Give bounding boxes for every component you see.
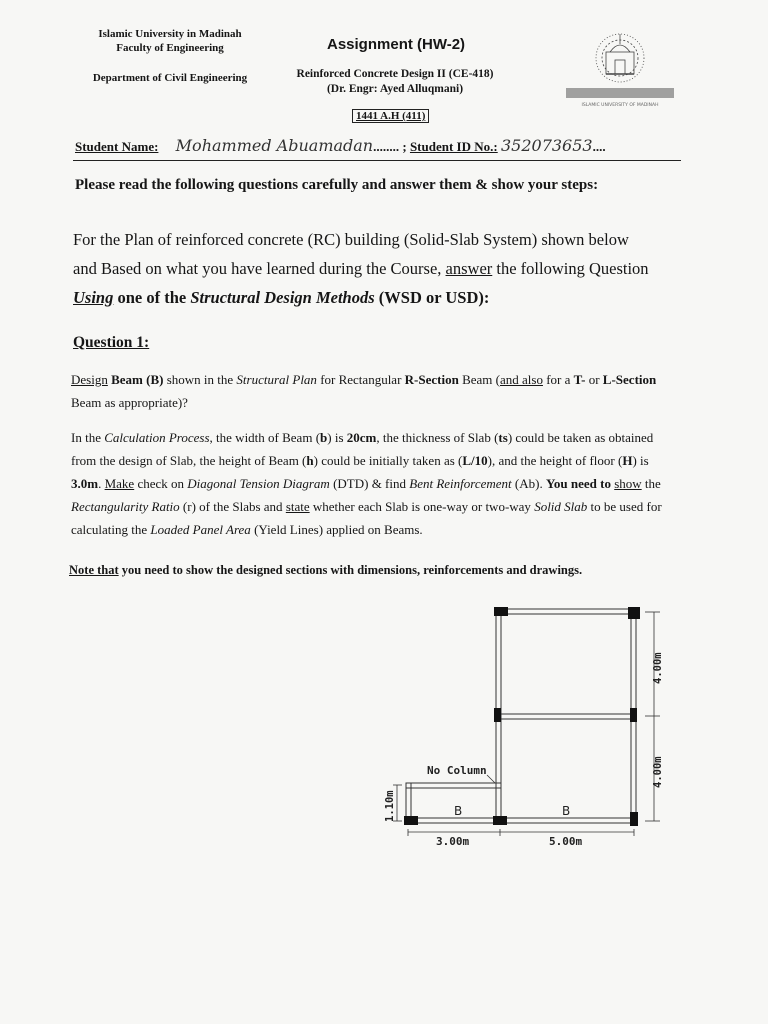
column: [630, 708, 637, 722]
q2-calculation-process: Calculation Process: [104, 430, 210, 445]
intro-using: Using: [73, 288, 114, 307]
beam-left-lower: [496, 719, 501, 819]
q2-t19: check on: [134, 476, 188, 491]
column: [404, 816, 418, 825]
q2-make: Make: [104, 476, 135, 491]
q1-text-11: or: [585, 372, 603, 387]
q2-state: state: [285, 499, 310, 514]
university-line: Islamic University in Madinah: [98, 28, 242, 40]
student-separator: ;: [402, 139, 410, 154]
q2-ts: ts: [498, 430, 508, 445]
question-heading: Question 1:: [73, 334, 150, 351]
header-divider: [73, 160, 681, 161]
q2-t28: (r) of the Slabs and: [179, 499, 286, 514]
dim-height-upper: 4.00m: [652, 652, 664, 684]
term-label: 1441 A.H (411): [352, 109, 429, 123]
dim-width-right: 5.00m: [549, 835, 583, 848]
column: [628, 607, 640, 619]
plan-dimensions: [393, 612, 660, 836]
plan-beams: [406, 609, 636, 824]
university-name: [80, 27, 260, 55]
intro-line-2: [73, 254, 713, 283]
beam-bottom: [406, 818, 636, 823]
instructor-line: (Dr. Engr: Ayed Alluqmani): [326, 83, 464, 95]
q1-text-9: for a: [542, 372, 574, 387]
q2-t30: whether each Slab is one-way or two-way: [309, 499, 535, 514]
q2-t11: ) could be initially taken as (: [313, 453, 463, 468]
note-line: [69, 563, 582, 578]
logo-caption: ISLAMIC UNIVERSITY OF MADINAH: [581, 103, 659, 108]
q1-design: Design: [71, 372, 108, 387]
question-paragraph-1: [71, 368, 681, 414]
q1-t-section: T-: [573, 372, 586, 387]
note-that: Note that: [69, 563, 119, 577]
term-box: [352, 106, 429, 124]
university-logo: [560, 30, 680, 110]
q1-text-13: Beam as appropriate)?: [71, 395, 188, 410]
assignment-title: Assignment (HW-2): [327, 36, 466, 53]
beam-top: [496, 609, 636, 614]
logo-emblem-icon: [560, 30, 680, 110]
q2-ratio: Rectangularity Ratio: [71, 499, 180, 514]
q2-20cm: 20cm: [346, 430, 377, 445]
q2-you-need: You need to: [545, 476, 615, 491]
q2-t23: (Ab).: [511, 476, 546, 491]
q1-text-3: shown in the: [163, 372, 237, 387]
student-id-label: Student ID No.:: [409, 139, 498, 154]
instructions-text: Please read the following questions carefully and answer them & show your steps:: [75, 177, 599, 193]
q2-show: show: [614, 476, 642, 491]
q2-t9: ) could be taken as obtained from the design of Slab, the height of Beam (: [71, 430, 654, 468]
beam-label-left: B: [454, 804, 463, 818]
student-id-value: 352073653: [500, 136, 593, 155]
structural-plan: [360, 600, 680, 860]
intro-line-3-part-d: (WSD or USD):: [374, 288, 490, 307]
column: [493, 816, 507, 825]
beam-label-right: B: [562, 804, 571, 818]
q2-t21: (DTD) & find: [329, 476, 410, 491]
q2-t1: In the: [71, 430, 105, 445]
q2-t13: ), and the height of floor (: [487, 453, 623, 468]
beam-cantilever-top: [406, 783, 501, 788]
q2-t5: ) is: [327, 430, 347, 445]
no-column-label: No Column: [427, 764, 487, 777]
student-name-dots: ........: [373, 139, 400, 154]
beam-left-upper: [496, 609, 501, 719]
intro-line-3: [73, 283, 713, 312]
student-name-value: Mohammed Abuamadan: [175, 136, 374, 155]
q2-bent: Bent Reinforcement: [409, 476, 512, 491]
q1-r-section: R-Section: [404, 372, 459, 387]
q2-t26: the: [641, 476, 661, 491]
column: [494, 607, 508, 616]
q1-text-7: Beam (: [458, 372, 500, 387]
q1-beam-b: Beam (B): [107, 372, 164, 387]
q1-l-section: L-Section: [602, 372, 657, 387]
q2-t32: to be used for calculating the: [71, 499, 662, 537]
intro-line-2-answer: answer: [445, 259, 493, 278]
column: [630, 812, 638, 826]
intro-line-1: For the Plan of reinforced concrete (RC) building (Solid-Slab System) shown below: [73, 230, 629, 249]
q2-loaded-panel: Loaded Panel Area: [150, 522, 251, 537]
dim-height-lower: 4.00m: [652, 756, 664, 788]
q1-and-also: and also: [499, 372, 543, 387]
student-name-label: Student Name:: [75, 139, 159, 154]
column: [494, 708, 501, 722]
department-name: Department of Civil Engineering: [92, 72, 248, 84]
q2-3m: 3.0m: [71, 476, 99, 491]
intro-methods: Structural Design Methods: [190, 288, 375, 307]
question-paragraph-2: [71, 426, 679, 541]
dim-width-left: 3.00m: [436, 835, 470, 848]
course-line: Reinforced Concrete Design II (CE-418): [296, 68, 494, 80]
q2-H: H: [622, 453, 633, 468]
q1-structural-plan: Structural Plan: [236, 372, 317, 387]
faculty-line: Faculty of Engineering: [116, 42, 224, 54]
q2-t17: .: [98, 476, 105, 491]
q1-text-5: for Rectangular: [316, 372, 405, 387]
q2-dtd: Diagonal Tension Diagram: [187, 476, 330, 491]
student-info-line: [75, 136, 606, 155]
intro-line-2-part-c: the following Question: [492, 259, 649, 278]
intro-line-3-part-b: one of the: [113, 288, 191, 307]
dim-height-cantilever: 1.10m: [384, 790, 396, 822]
intro-line-2-part-a: and Based on what you have learned during the Course,: [73, 259, 446, 278]
q2-t3: , the width of Beam (: [209, 430, 321, 445]
student-id-dots: ....: [592, 139, 606, 154]
plan-columns: [404, 607, 640, 826]
q2-t7: , the thickness of Slab (: [376, 430, 499, 445]
q2-t15: ) is: [632, 453, 649, 468]
q2-solid-slab: Solid Slab: [534, 499, 588, 514]
note-text: you need to show the designed sections with dimensions, reinforcements and drawings.: [118, 563, 583, 577]
q2-b: b: [320, 430, 328, 445]
q2-l10: L/10: [462, 453, 488, 468]
q2-h: h: [306, 453, 314, 468]
q2-t34: (Yield Lines) applied on Beams.: [250, 522, 423, 537]
beam-middle: [496, 714, 636, 719]
intro-paragraph: [73, 225, 713, 312]
course-info: [270, 67, 520, 97]
